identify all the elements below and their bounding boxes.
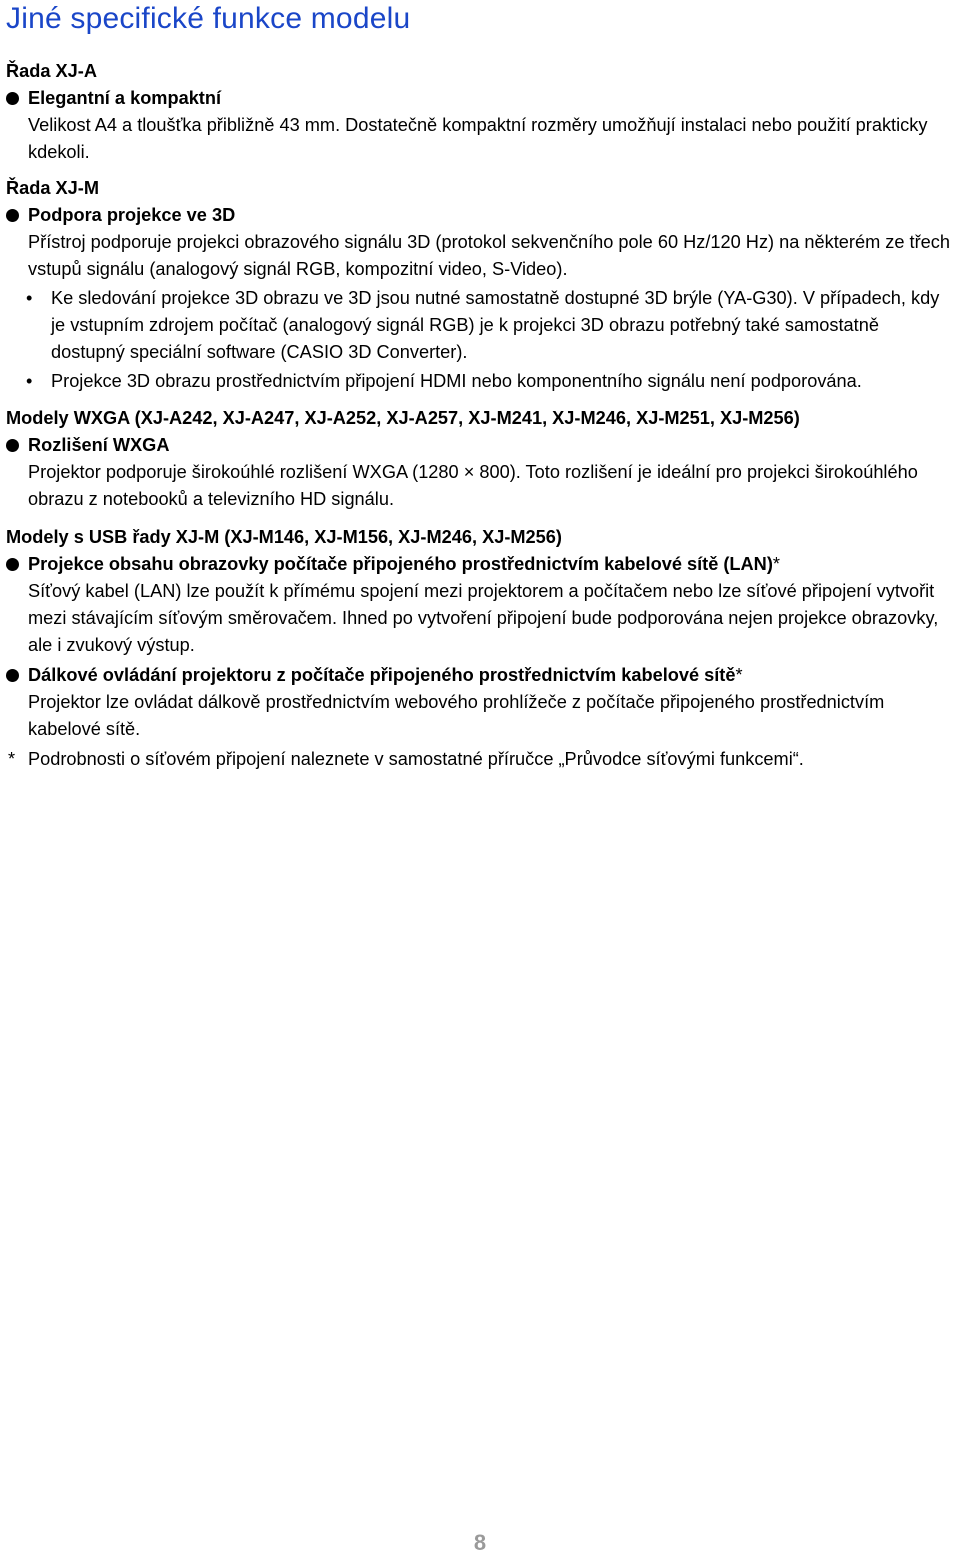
feature-description: Síťový kabel (LAN) lze použít k přímému spojení mezi projektorem a počítačem nebo lze síťové připojení vytvořit mezi stávajícím síťovým směrovačem. Ihned po vytvoření připojení bude podporována nejen projekce obrazovky, ale i zvukový výstup. [28, 581, 939, 655]
feature-wxga-resolution [6, 432, 956, 513]
feature-description: Projektor podporuje širokoúhlé rozlišení WXGA (1280 × 800). Toto rozlišení je ideální pro projekci širokoúhlého obrazu z notebooků a televizního HD signálu. [28, 462, 918, 509]
feature-description: Projektor lze ovládat dálkově prostřednictvím webového prohlížeče z počítače připojeného prostřednictvím kabelové sítě. [28, 692, 885, 739]
note-bullet-icon: • [26, 288, 33, 308]
feature-title: Podpora projekce ve 3D [28, 205, 236, 225]
note-hdmi-unsupported [6, 368, 956, 395]
note-text: Ke sledování projekce 3D obrazu ve 3D jsou nutné samostatně dostupné 3D brýle (YA-G30). V případech, kdy je vstupním zdrojem počítač (analogový signál RGB) je k projekci 3D obrazu potřebný také samostatně dostupný speciální software (CASIO 3D Converter). [51, 288, 940, 362]
section-heading: Řada XJ-M [6, 178, 99, 198]
bullet-dot-icon [6, 439, 19, 452]
note-3d-glasses [6, 285, 956, 366]
feature-description: Velikost A4 a tloušťka přibližně 43 mm. Dostatečně kompaktní rozměry umožňují instalaci nebo použití prakticky kdekoli. [28, 115, 928, 162]
section-usb-models [6, 524, 956, 743]
feature-lan-screen-projection [6, 551, 956, 659]
footnote-mark: * [8, 749, 16, 769]
note-text: Projekce 3D obrazu prostřednictvím připojení HDMI nebo komponentního signálu není podporována. [51, 371, 862, 391]
feature-title-text: Dálkové ovládání projektoru z počítače připojeného prostřednictvím kabelové sítě [28, 665, 736, 685]
bullet-dot-icon [6, 558, 19, 571]
page-title: Jiné specifické funkce modelu [6, 2, 411, 35]
feature-description: Přístroj podporuje projekci obrazového signálu 3D (protokol sekvenčního pole 60 Hz/120 Hz) na některém ze třech vstupů signálu (analogový signál RGB, kompozitní video, S-Video). [28, 232, 950, 279]
feature-title [28, 662, 956, 689]
feature-3d-projection [6, 202, 956, 395]
note-bullet-icon: • [26, 371, 33, 391]
section-heading: Řada XJ-A [6, 61, 97, 81]
section-wxga-models [6, 405, 956, 513]
bullet-dot-icon [6, 92, 19, 105]
feature-title: Rozlišení WXGA [28, 435, 170, 455]
section-xj-a [6, 58, 956, 166]
feature-title [28, 551, 956, 578]
feature-title-text: Projekce obsahu obrazovky počítače připojeného prostřednictvím kabelové sítě (LAN) [28, 554, 773, 574]
section-xj-m [6, 175, 956, 395]
section-heading: Modely s USB řady XJ-M (XJ-M146, XJ-M156, XJ-M246, XJ-M256) [6, 527, 562, 547]
bullet-dot-icon [6, 209, 19, 222]
footnote-reference: * [735, 665, 743, 685]
feature-title: Elegantní a kompaktní [28, 88, 222, 108]
feature-elegant-compact [6, 85, 956, 166]
page-number: 8 [473, 1530, 487, 1555]
footnote-text: Podrobnosti o síťovém připojení naleznete v samostatné příručce „Průvodce síťovými funkcemi“. [28, 749, 804, 769]
section-heading: Modely WXGA (XJ-A242, XJ-A247, XJ-A252, XJ-A257, XJ-M241, XJ-M246, XJ-M251, XJ-M256) [6, 408, 800, 428]
footnote-reference: * [772, 554, 780, 574]
bullet-dot-icon [6, 669, 19, 682]
document-body [6, 58, 956, 773]
footnote [6, 746, 956, 773]
feature-lan-remote-control [6, 662, 956, 743]
